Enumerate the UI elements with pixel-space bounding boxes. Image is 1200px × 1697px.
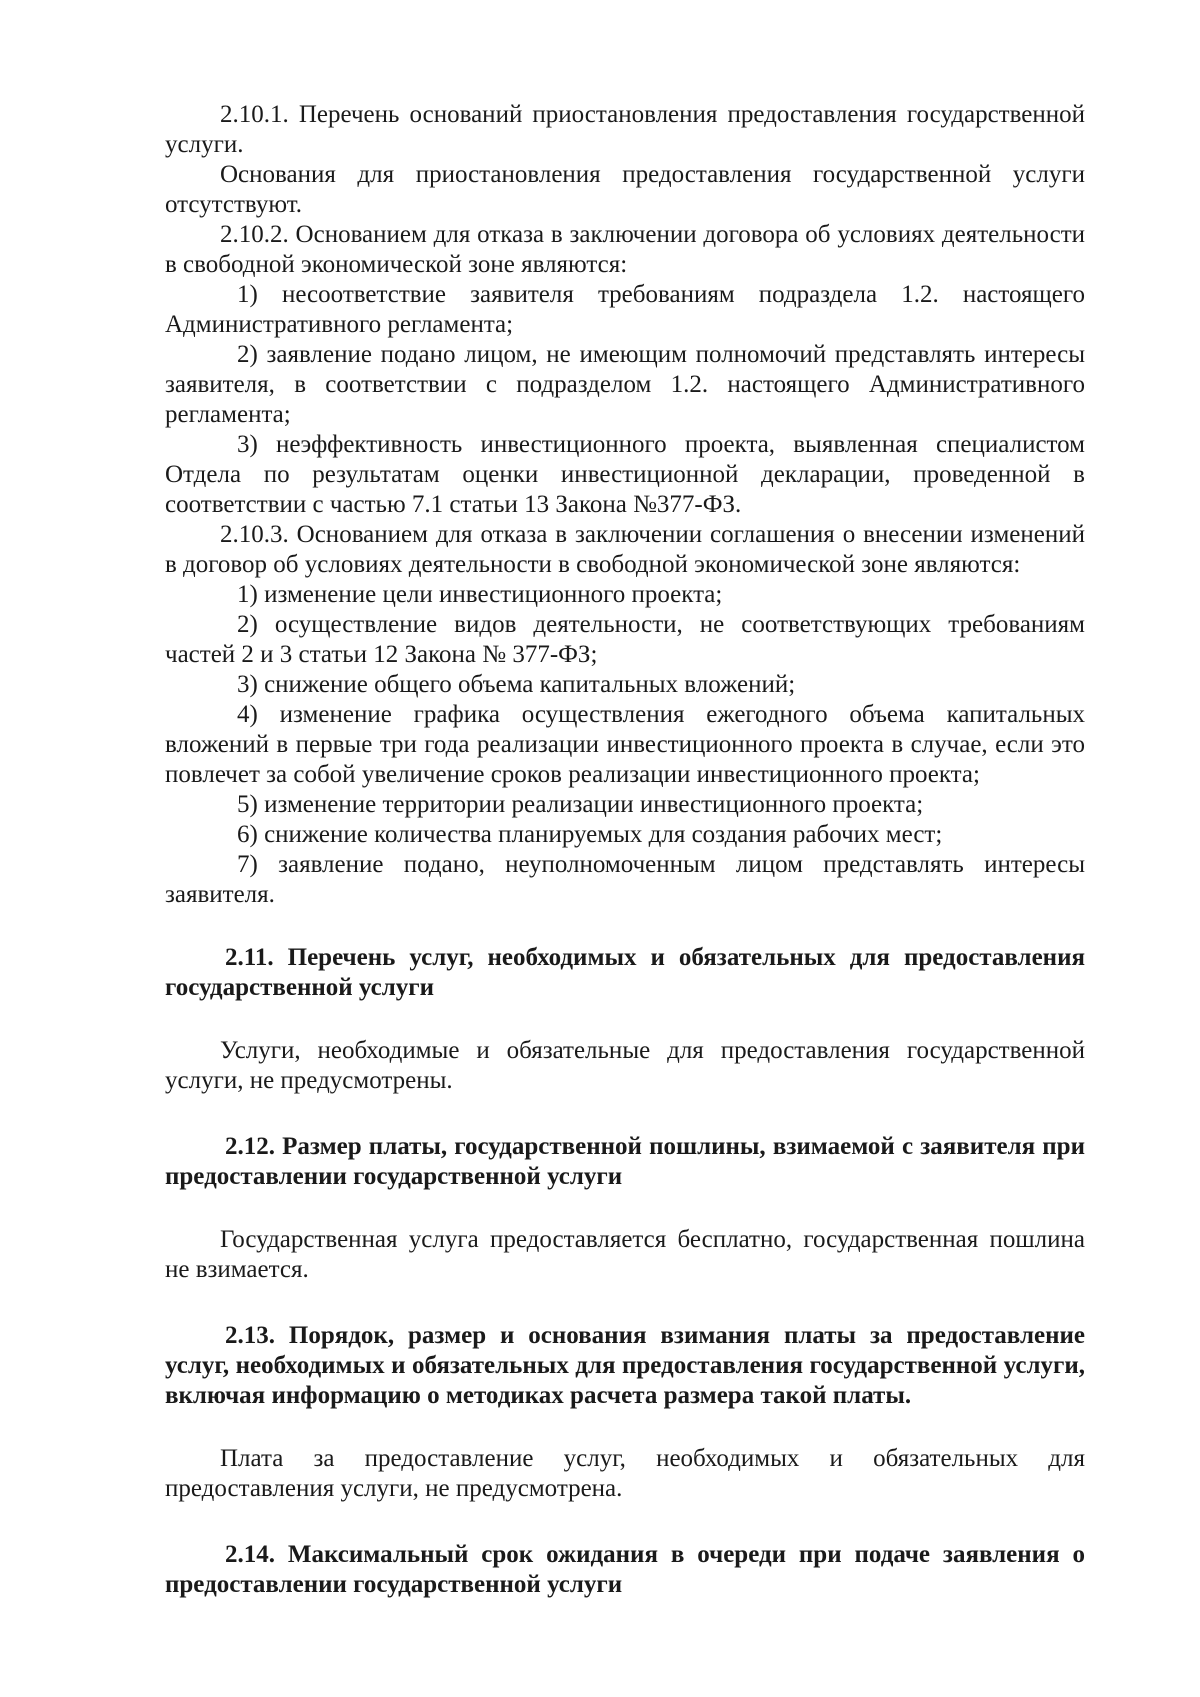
section-heading-2-14: 2.14. Максимальный срок ожидания в очереди при подаче заявления о предоставлении государственной услуги bbox=[165, 1541, 1085, 1598]
paragraph-2-10-3: 2.10.3. Основанием для отказа в заключении соглашения о внесении изменений в договор об условиях деятельности в свободной экономической зоне являются: bbox=[165, 521, 1085, 578]
list-item: 1) изменение цели инвестиционного проекта; bbox=[237, 581, 723, 608]
list-item: 3) неэффективность инвестиционного проекта, выявленная специалистом Отдела по результатам оценки инвестиционной декларации, проведенной в соответствии с частью 7.1 статьи 13 Закона №377-ФЗ. bbox=[165, 431, 1085, 518]
paragraph-2-10-1: 2.10.1. Перечень оснований приостановления предоставления государственной услуги. bbox=[165, 101, 1085, 158]
section-text-2-11: Услуги, необходимые и обязательные для предоставления государственной услуги, не предусмотрены. bbox=[165, 1037, 1085, 1094]
paragraph-no-suspension: Основания для приостановления предоставления государственной услуги отсутствуют. bbox=[165, 161, 1085, 218]
list-item: 4) изменение графика осуществления ежегодного объема капитальных вложений в первые три года реализации инвестиционного проекта в случае, если это повлечет за собой увеличение сроков реализации инвестиционного проекта; bbox=[165, 701, 1085, 788]
list-item: 7) заявление подано, неуполномоченным лицом представлять интересы заявителя. bbox=[165, 851, 1085, 908]
section-heading-2-13: 2.13. Порядок, размер и основания взимания платы за предоставление услуг, необходимых и обязательных для предоставления государственной услуги, включая информацию о методиках расчета размера такой платы. bbox=[165, 1322, 1085, 1409]
section-heading-2-11: 2.11. Перечень услуг, необходимых и обязательных для предоставления государственной услуги bbox=[165, 944, 1085, 1001]
list-item: 2) осуществление видов деятельности, не соответствующих требованиям частей 2 и 3 статьи 12 Закона № 377-ФЗ; bbox=[165, 611, 1085, 668]
list-item: 2) заявление подано лицом, не имеющим полномочий представлять интересы заявителя, в соответствии с подразделом 1.2. настоящего Административного регламента; bbox=[165, 341, 1085, 428]
paragraph-2-10-2: 2.10.2. Основанием для отказа в заключении договора об условиях деятельности в свободной экономической зоне являются: bbox=[165, 221, 1085, 278]
section-text-2-12: Государственная услуга предоставляется бесплатно, государственная пошлина не взимается. bbox=[165, 1226, 1085, 1283]
list-item: 1) несоответствие заявителя требованиям подраздела 1.2. настоящего Административного регламента; bbox=[165, 281, 1085, 338]
list-item: 6) снижение количества планируемых для создания рабочих мест; bbox=[237, 821, 943, 848]
section-heading-2-12: 2.12. Размер платы, государственной пошлины, взимаемой с заявителя при предоставлении государственной услуги bbox=[165, 1133, 1085, 1190]
list-item: 5) изменение территории реализации инвестиционного проекта; bbox=[237, 791, 924, 818]
list-item: 3) снижение общего объема капитальных вложений; bbox=[237, 671, 796, 698]
document-page bbox=[165, 100, 1085, 1600]
section-text-2-13: Плата за предоставление услуг, необходимых и обязательных для предоставления услуги, не предусмотрена. bbox=[165, 1445, 1085, 1502]
